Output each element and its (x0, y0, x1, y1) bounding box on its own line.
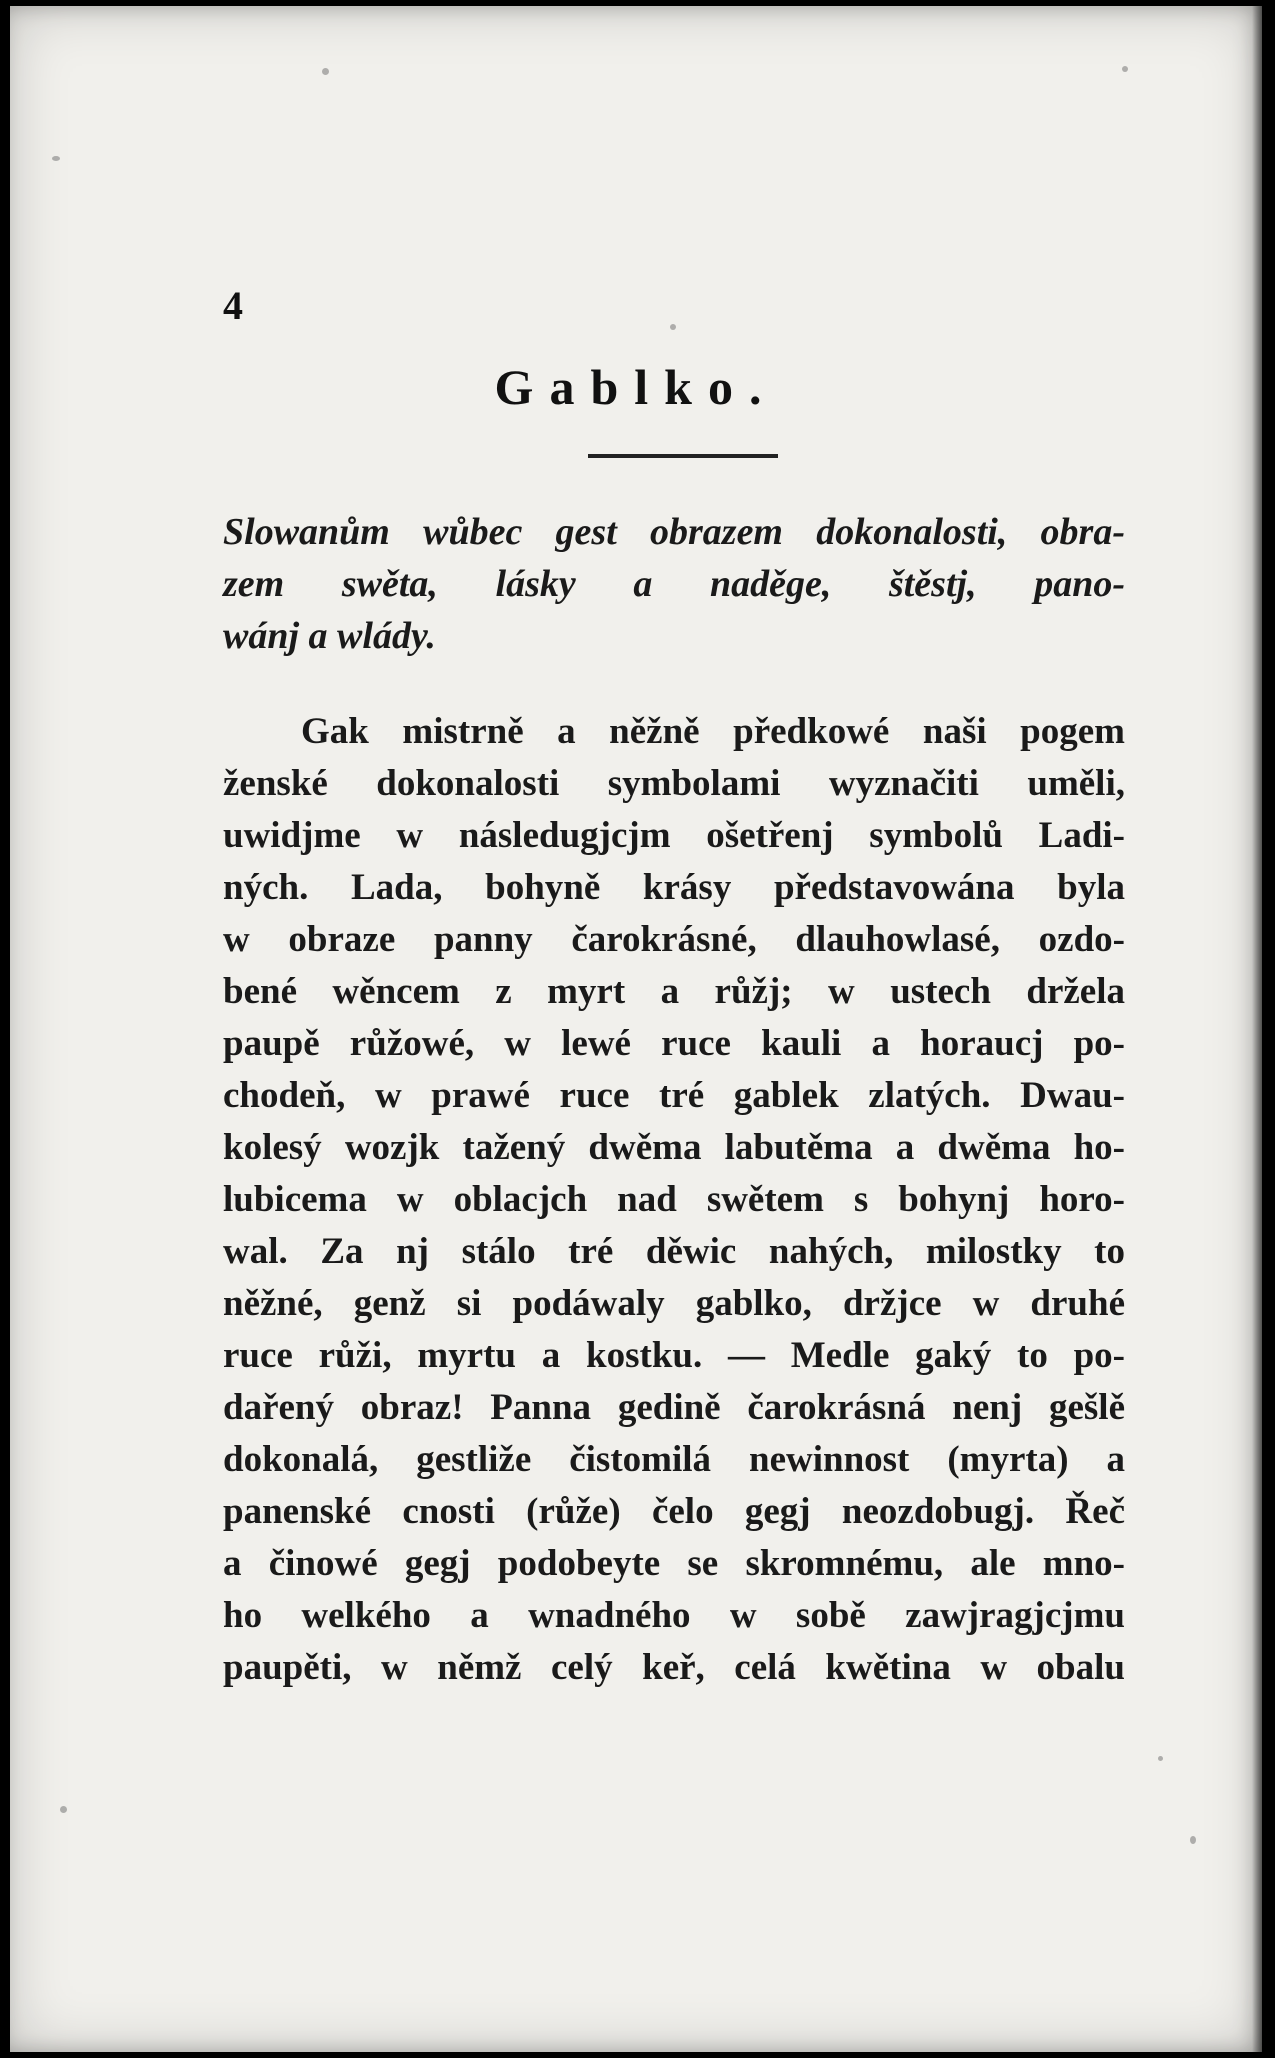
body-line: ruce růži, myrtu a kostku. — Medle gaký to po- (223, 1335, 1125, 1376)
epigraph-line: wánj a wlády. (223, 615, 436, 657)
body-line: Gak mistrně a něžně předkowé naši pogem (301, 711, 1125, 752)
body-line: w obraze panny čarokrásné, dlauhowlasé, ozdo- (223, 919, 1125, 960)
body-line: panenské cnosti (růže) čelo gegj neozdobugj. Řeč (223, 1491, 1125, 1532)
paper-speck (322, 68, 329, 75)
paper-speck (1158, 1756, 1163, 1761)
book-page (10, 6, 1262, 2052)
epigraph (223, 506, 1125, 662)
epigraph-line: Slowanům wůbec gest obrazem dokonalosti, obra- (223, 511, 1125, 553)
body-line: lubicema w oblacjch nad swětem s bohynj horo- (223, 1179, 1125, 1220)
body-line: chodeň, w prawé ruce tré gablek zlatých. Dwau- (223, 1075, 1125, 1116)
paper-speck (670, 324, 676, 330)
body-line: paupě růžowé, w lewé ruce kauli a horaucj po- (223, 1023, 1125, 1064)
body-line: a činowé gegj podobeyte se skromnému, ale mno- (223, 1543, 1125, 1584)
body-line: paupěti, w němž celý keř, celá kwětina w obalu (223, 1647, 1125, 1688)
paper-speck (1122, 66, 1128, 72)
paper-speck (52, 156, 60, 161)
chapter-title: Gablko. (494, 359, 778, 415)
page-number: 4 (223, 283, 243, 328)
body-line: dařený obraz! Panna gedině čarokrásná nenj gešlě (223, 1387, 1125, 1428)
body-line: kolesý wozjk tažený dwěma labutěma a dwěma ho- (223, 1127, 1125, 1168)
body-line: něžné, genž si podáwaly gablko, držjce w druhé (223, 1283, 1125, 1324)
paper-speck (1190, 1836, 1196, 1844)
paper-speck (60, 1806, 67, 1813)
body-line: uwidjme w následugjcjm ošetřenj symbolů Ladi- (223, 815, 1125, 856)
page-edge-shadow (1252, 6, 1262, 2052)
body-line: wal. Za nj stálo tré děwic nahých, milostky to (223, 1231, 1125, 1272)
body-text (223, 706, 1125, 1694)
body-line: dokonalá, gestliže čistomilá newinnost (myrta) a (223, 1439, 1125, 1480)
body-line: ných. Lada, bohyně krásy představowána byla (223, 867, 1125, 908)
epigraph-line: zem swěta, lásky a naděge, štěstj, pano- (223, 563, 1125, 605)
title-divider (588, 454, 778, 458)
body-line: ho welkého a wnadného w sobě zawjragjcjmu (223, 1595, 1125, 1636)
body-line: bené wěncem z myrt a růžj; w ustech držela (223, 971, 1125, 1012)
body-line: ženské dokonalosti symbolami wyznačiti uměli, (223, 763, 1125, 804)
